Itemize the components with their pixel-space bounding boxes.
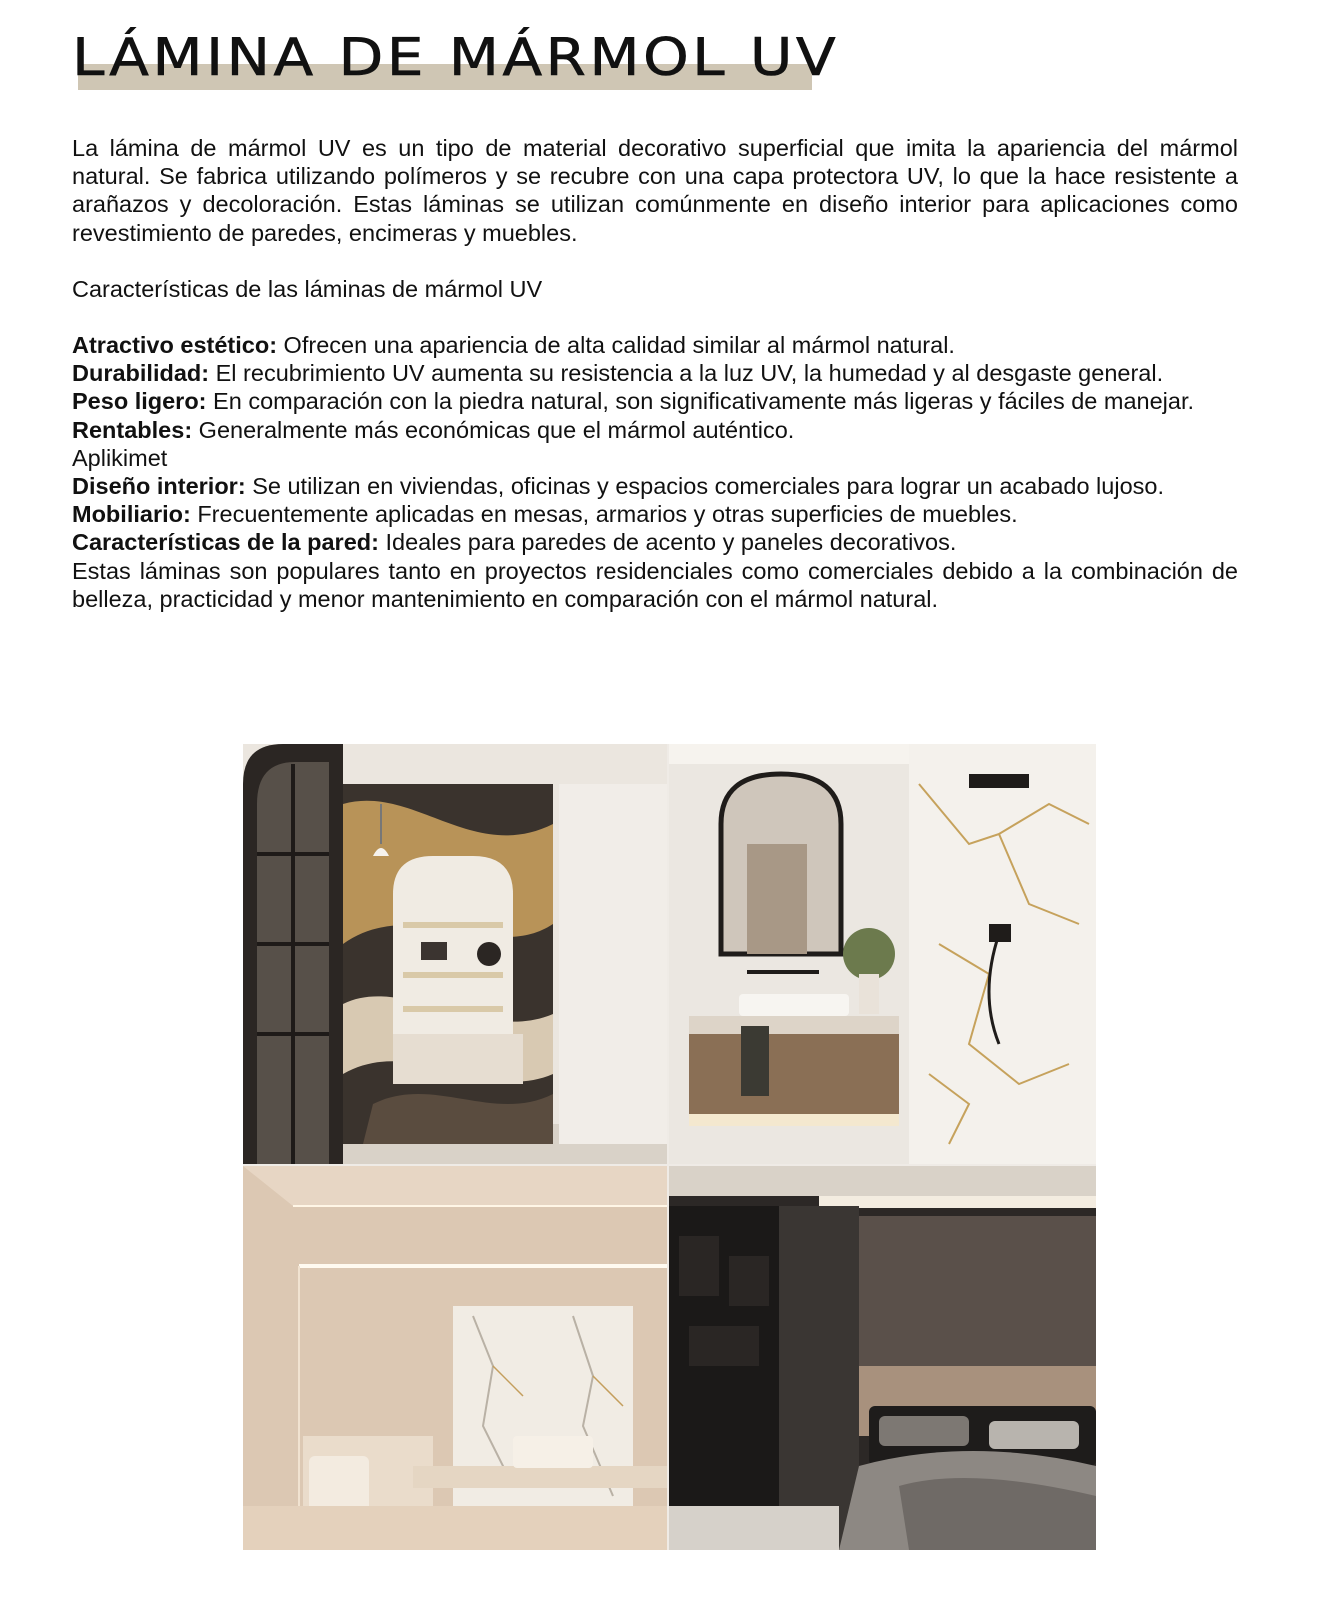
title-block bbox=[72, 22, 840, 102]
photo-dark-bedroom bbox=[669, 1166, 1096, 1550]
application-item bbox=[72, 528, 1238, 556]
feature-item bbox=[72, 359, 1238, 387]
feature-item bbox=[72, 387, 1238, 415]
application-label: Mobiliario: bbox=[72, 501, 191, 528]
page-title: LÁMINA DE MÁRMOL UV bbox=[72, 28, 840, 88]
photo-bathroom-vanity bbox=[669, 744, 1096, 1164]
features-heading: Características de las láminas de mármol UV bbox=[72, 275, 543, 302]
feature-item bbox=[72, 416, 1238, 444]
application-item bbox=[72, 472, 1238, 500]
feature-text: En comparación con la piedra natural, son significativamente más ligeras y fáciles de manejar. bbox=[206, 388, 1195, 415]
article-body bbox=[72, 134, 1238, 613]
feature-text: Ofrecen una apariencia de alta calidad similar al mármol natural. bbox=[277, 332, 955, 359]
applications-heading: Aplikimet bbox=[72, 444, 168, 471]
feature-label: Peso ligero: bbox=[72, 388, 207, 415]
application-text: Se utilizan en viviendas, oficinas y espacios comerciales para lograr un acabado lujoso. bbox=[245, 473, 1164, 500]
photo-arched-door-niche bbox=[243, 744, 667, 1164]
feature-label: Rentables: bbox=[72, 416, 193, 443]
interior-photo-collage bbox=[243, 744, 1096, 1550]
photo-minimal-bathroom bbox=[243, 1166, 667, 1550]
feature-text: El recubrimiento UV aumenta su resistencia a la luz UV, la humedad y al desgaste general. bbox=[209, 360, 1164, 387]
closing-paragraph: Estas láminas son populares tanto en proyectos residenciales como comerciales debido a la combinación de belleza, practicidad y menor mantenimiento en comparación con el mármol natural. bbox=[72, 557, 1238, 612]
intro-paragraph: La lámina de mármol UV es un tipo de material decorativo superficial que imita la apariencia del mármol natural. Se fabrica utilizando polímeros y se recubre con una capa protectora UV, lo que la hace resistente a arañazos y decoloración. Estas láminas se utilizan comúnmente en diseño interior para aplicaciones como revestimiento de paredes, encimeras y muebles. bbox=[72, 135, 1238, 246]
application-text: Ideales para paredes de acento y paneles decorativos. bbox=[378, 529, 957, 556]
application-text: Frecuentemente aplicadas en mesas, armarios y otras superficies de muebles. bbox=[190, 501, 1018, 528]
application-item bbox=[72, 500, 1238, 528]
feature-label: Durabilidad: bbox=[72, 360, 210, 387]
application-label: Características de la pared: bbox=[72, 529, 379, 556]
application-label: Diseño interior: bbox=[72, 473, 246, 500]
feature-text: Generalmente más económicas que el mármol auténtico. bbox=[192, 416, 795, 443]
feature-item bbox=[72, 331, 1238, 359]
feature-label: Atractivo estético: bbox=[72, 332, 278, 359]
